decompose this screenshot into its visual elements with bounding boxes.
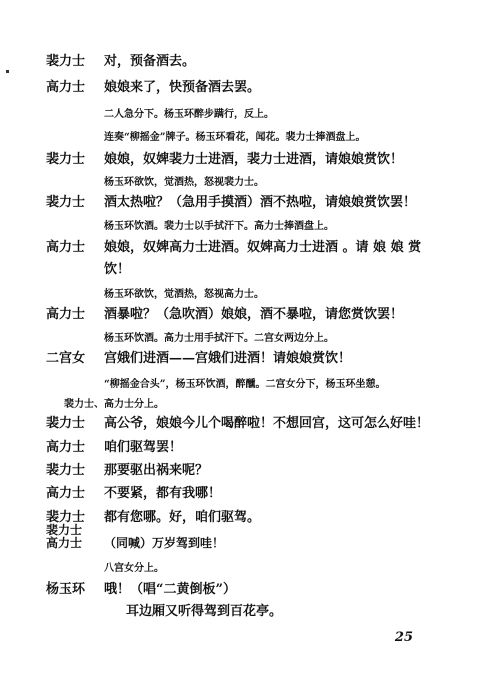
dialogue-line <box>46 412 466 431</box>
dialogue-text: 哦！（唱“二黄倒板”） <box>104 582 236 597</box>
speaker-name: 二宫女 <box>46 351 86 366</box>
dialogue-line <box>46 236 466 255</box>
stage-direction: 杨玉环饮酒。裴力士以手拭汗下。高力士捧酒盘上。 <box>104 221 334 232</box>
dialogue-line <box>46 191 466 210</box>
speaker-name: 裴力士 <box>46 152 86 167</box>
dialogue-line <box>46 482 466 501</box>
dialogue-text: 娘娘，奴婢裴力士进酒，裴力士进酒，请娘娘赏饮！ <box>104 152 404 167</box>
dialogue-text: 那要驱出祸来呢？ <box>104 463 209 478</box>
joint-dialogue: （同喊）万岁驾到哇！ <box>104 536 225 550</box>
speaker-name: 裴力士 <box>46 510 86 525</box>
dialogue-text: 都有您哪。好，咱们驱驾。 <box>104 510 261 525</box>
dialogue-line <box>46 76 466 95</box>
speaker-name-bottom: 高力士 <box>46 536 83 550</box>
dialogue-text: 酒暴啦？（急吹酒）娘娘，酒不暴啦，请您赏饮罢！ <box>104 307 404 322</box>
speaker-name: 高力士 <box>46 307 86 322</box>
dialogue-continuation: 饮！ <box>104 262 131 277</box>
speaker-name: 裴力士 <box>46 54 86 69</box>
scan-speck <box>6 70 9 73</box>
dialogue-text: 咱们驱驾罢！ <box>104 440 183 455</box>
dialogue-line <box>46 303 466 322</box>
stage-direction: 杨玉环欲饮，觉酒热，怒视高力士。 <box>104 289 264 300</box>
speaker-name: 高力士 <box>46 486 86 501</box>
dialogue-text: 不要紧，都有我哪！ <box>104 486 222 501</box>
speaker-name: 裴力士 <box>46 416 86 431</box>
dialogue-text: 对，预备酒去。 <box>104 54 196 69</box>
dialogue-line <box>46 436 466 455</box>
joint-speakers <box>46 524 82 550</box>
stage-direction: 连奏“柳摇金”牌子。杨玉环看花，闻花。裴力士捧酒盘上。 <box>104 132 366 143</box>
stage-direction: 八宫女分上。 <box>104 563 164 574</box>
speaker-name: 杨玉环 <box>46 582 86 597</box>
stage-direction: 裴力士、高力士分上。 <box>64 399 164 410</box>
dialogue-line <box>46 347 466 366</box>
dialogue-line <box>46 506 466 525</box>
speaker-name: 裴力士 <box>46 195 86 210</box>
dialogue-text: 宫娥们进酒——宫娥们进酒！请娘娘赏饮！ <box>104 351 352 366</box>
speaker-name-top: 裴力士 <box>46 523 83 537</box>
lyric-line: 耳边厢又听得驾到百花亭。 <box>126 604 283 619</box>
dialogue-line <box>46 459 466 478</box>
dialogue-text: 酒太热啦？（急用手摸酒）酒不热啦，请娘娘赏饮罢！ <box>104 195 417 210</box>
speaker-name: 高力士 <box>46 80 86 95</box>
dialogue-line <box>46 578 466 597</box>
page-number: 25 <box>394 630 413 645</box>
speaker-name: 高力士 <box>46 240 86 255</box>
speaker-name: 裴力士 <box>46 463 86 478</box>
stage-direction: 二人急分下。杨玉环醉步蹒行，反上。 <box>104 109 274 120</box>
dialogue-text: 娘娘，奴婢高力士进酒。奴婢高力士进酒 。请 娘 娘 赏 <box>104 240 422 255</box>
dialogue-line <box>46 50 466 69</box>
stage-direction: “柳摇金合头”，杨玉环饮酒，醉醺。二宫女分下，杨玉环坐憩。 <box>104 379 386 390</box>
dialogue-text: 娘娘来了，快预备酒去罢。 <box>104 80 261 95</box>
stage-direction: 杨玉环欲饮，觉酒热，怒视裴力士。 <box>104 177 264 188</box>
dialogue-text: 高公爷，娘娘今儿个喝醉啦！不想回宫，这可怎么好哇！ <box>104 416 430 431</box>
speaker-name: 高力士 <box>46 440 86 455</box>
stage-direction: 杨玉环饮酒。高力士用手拭汗下。二宫女两边分上。 <box>104 333 334 344</box>
dialogue-line <box>46 148 466 167</box>
